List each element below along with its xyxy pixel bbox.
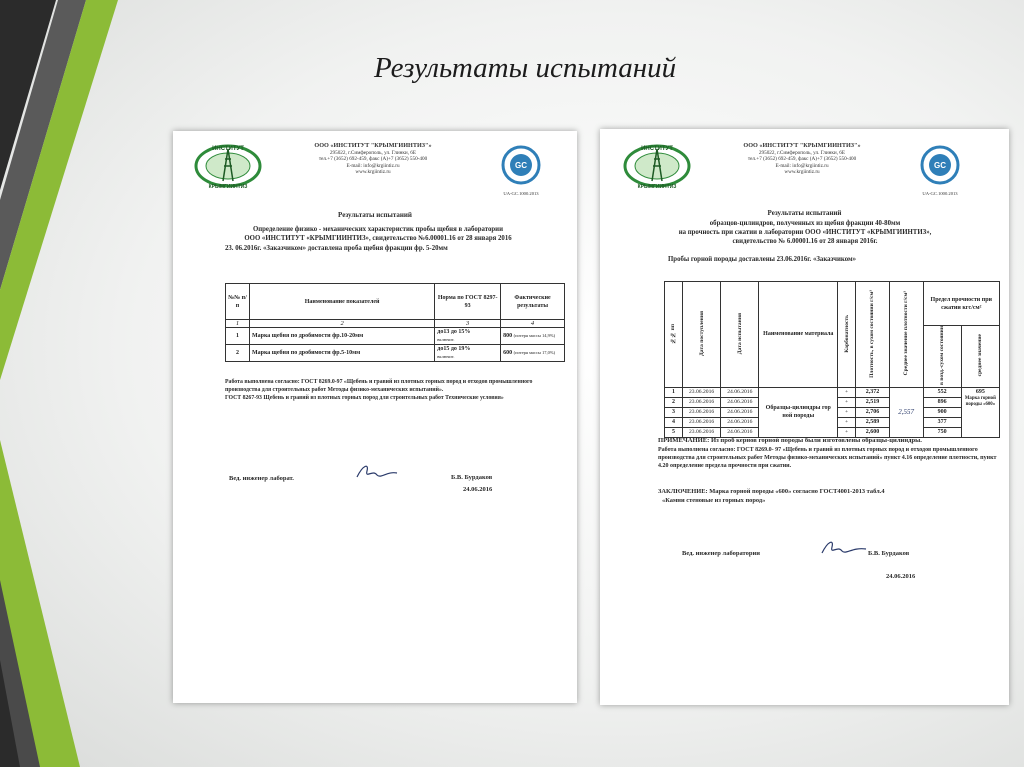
org-site: www.krgiintiz.ru <box>355 169 391 176</box>
grade-note: Марка горной породы «600» <box>964 395 996 407</box>
doc2-results-table <box>664 281 1000 438</box>
org-phones: тел.+7 (3652) 692-459, факс (А)+7 (3652) 550-400 <box>318 156 428 163</box>
doc2-work-basis: Работа выполнена согласно: ГОСТ 8269.0- 97 «Щебень и гравий из плотных горных пород и отходов промышленного производства для строительных работ Методы физико-механических испытаний» пункт 4.16 определение плотности, пункт 4.20 определение предела прочности при сжатии. <box>658 447 997 469</box>
doc2-signer-name: Б.В. Бурдаков <box>868 550 910 557</box>
certification-logo <box>501 145 541 185</box>
col-norm: Норма по ГОСТ 8297-93 <box>435 284 501 320</box>
logo-text-top: ИНСТИТУТ <box>212 146 244 152</box>
table-number-row: 1 2 3 4 <box>226 320 565 328</box>
svg-text:GC: GC <box>515 161 527 170</box>
avg-density-handwritten: 2,557 <box>889 387 923 437</box>
org-phones: тел.+7 (3652) 692-459, факс (А)+7 (3652) 550-400 <box>747 156 857 163</box>
certification-logo <box>920 145 960 185</box>
doc2-line4: Пробы горной породы доставлены 23.06.2016г. «Заказчиком» <box>668 256 857 263</box>
doc2-line1: образцов-цилиндров, полученных из щебня фракции 40-80мм <box>709 220 901 227</box>
signature-image <box>818 537 870 559</box>
cert-caption: UA-GC.1000.2013 <box>922 191 958 196</box>
col-carbonate: Карбонатность <box>843 314 850 353</box>
doc1-date: 24.06.2016 <box>463 486 493 493</box>
slide-title: Результаты испытаний <box>374 52 677 84</box>
doc1-signer-role: Вед. инженер лаборат. <box>229 475 294 482</box>
institute-logo <box>622 141 692 191</box>
col-avg-density: Среднее значение плотности г/см³ <box>903 291 910 376</box>
table-header-row <box>665 282 1000 326</box>
org-email: E-mail: info@krgiintiz.ru <box>346 162 400 169</box>
table-row: 3 23.06.2016 24.06.2016 + 2,706 900 <box>665 407 1000 417</box>
doc1-work-basis-2: ГОСТ 8267-93 Щебень и гравий из плотных горных пород для строительных работ Технические условия» <box>225 395 504 401</box>
org-name: ООО «ИНСТИТУТ "КРЫМГИИНТИЗ"» <box>743 142 861 149</box>
doc2-signer-role: Вед. инженер лаборатории <box>682 550 761 557</box>
org-address: 295022, г.Симферополь, ул. Глинки, 6Е <box>329 149 417 156</box>
col-density: Плотность, в сухом состоянии г/см³ <box>869 289 876 378</box>
doc1-title: Результаты испытаний <box>338 211 412 219</box>
table-row: 5 23.06.2016 24.06.2016 + 2,600 750 <box>665 427 1000 437</box>
svg-text:GC: GC <box>934 161 946 170</box>
col-date-received: Дата поступления <box>698 310 705 356</box>
col-num: №№ п/п <box>226 284 250 320</box>
doc2-line3: свидетельство № 6.00001.16 от 28 января 2016г. <box>732 238 878 245</box>
table-row: 2 Марка щебня по дробимости фр.5-10мм до15 до 19% включит. 600 (потеря массы 17,0%) <box>226 345 565 362</box>
doc1-signer-name: Б.В. Бурдаков <box>451 474 493 481</box>
cert-caption: UA-GC.1000.2013 <box>503 191 539 196</box>
doc2-conclusion-2: «Камни стеновые из горных пород» <box>662 497 766 504</box>
doc2-title: Результаты испытаний <box>767 209 842 217</box>
org-email: E-mail: info@krgiintiz.ru <box>775 162 829 169</box>
col-result: Фактические результаты <box>501 284 565 320</box>
table-row: 4 23.06.2016 24.06.2016 + 2,589 377 <box>665 417 1000 427</box>
test-report-crushed-stone <box>173 131 577 703</box>
certification-mark <box>491 145 551 196</box>
col-avg-strength: среднее значение <box>977 334 984 377</box>
table-header-row <box>226 284 565 320</box>
logo-text-bottom: КРЫМГИИНТИЗ <box>208 184 248 190</box>
col-num: №№ пп <box>670 323 677 344</box>
org-site: www.krgiintiz.ru <box>784 169 820 176</box>
col-material: Наименование материала <box>759 282 838 388</box>
doc2-date: 24.06.2016 <box>886 573 916 580</box>
logo-text-top: ИНСТИТУТ <box>641 146 673 152</box>
doc1-line1: Определение физико - механических характеристик пробы щебня в лаборатории <box>252 226 504 233</box>
org-address: 295022, г.Симферополь, ул. Глинки, 6Е <box>758 149 846 156</box>
doc1-results-table <box>225 283 565 362</box>
test-report-rock-cylinders <box>600 129 1009 705</box>
logo-text-bottom: КРЫМГИИНТИЗ <box>637 184 677 190</box>
signature-image <box>353 461 403 483</box>
doc2-note: ПРИМЕЧАНИЕ: Из проб кернов горной породы были изготовлены образцы-цилиндры. <box>658 437 922 444</box>
institute-logo <box>193 141 263 191</box>
table-row: 1 23.06.2016 24.06.2016 Образцы-цилиндры гор ной породы + 2,372 2,557 552 695 Марка горной породы «600» <box>665 387 1000 397</box>
doc1-line3: 23. 06.2016г. «Заказчиком» доставлена проба щебня фракции фр. 5-20мм <box>225 245 448 252</box>
table-row: 1 Марка щебня по дробимости фр.10-20мм до13 до 15% включит. 800 (потеря массы 14,9%) <box>226 328 565 345</box>
doc1-line2: ООО «ИНСТИТУТ «КРЫМГИИНТИЗ», свидетельство №6.00001.16 от 28 января 2016 <box>244 235 512 242</box>
org-name: ООО «ИНСТИТУТ "КРЫМГИИНТИЗ"» <box>314 142 432 149</box>
doc1-work-basis: Работа выполнена согласно: ГОСТ 8269.0-97 «Щебень и гравий из плотных горных пород и отходов промышленного производства для строительных работ Методы физико-механических испытаний». <box>225 379 533 393</box>
table-row: 2 23.06.2016 24.06.2016 + 2,519 896 <box>665 397 1000 407</box>
doc2-line2: на прочность при сжатии в лаборатории ООО «ИНСТИТУТ «КРЫМГИИНТИЗ», <box>678 229 932 236</box>
col-date-tested: Дата испытания <box>736 312 743 355</box>
material-cell: Образцы-цилиндры гор ной породы <box>759 387 838 437</box>
avg-strength: 695 <box>975 388 985 395</box>
col-strength: Предел прочности при сжатии кгс/см² <box>923 282 999 326</box>
doc2-conclusion: ЗАКЛЮЧЕНИЕ: Марка горной породы «600» согласно ГОСТ4001-2013 табл.4 <box>658 488 885 495</box>
col-name: Наименование показателей <box>249 284 434 320</box>
certification-mark <box>910 145 970 196</box>
col-air-dry: в возд.-сухом состоянии <box>939 326 946 385</box>
